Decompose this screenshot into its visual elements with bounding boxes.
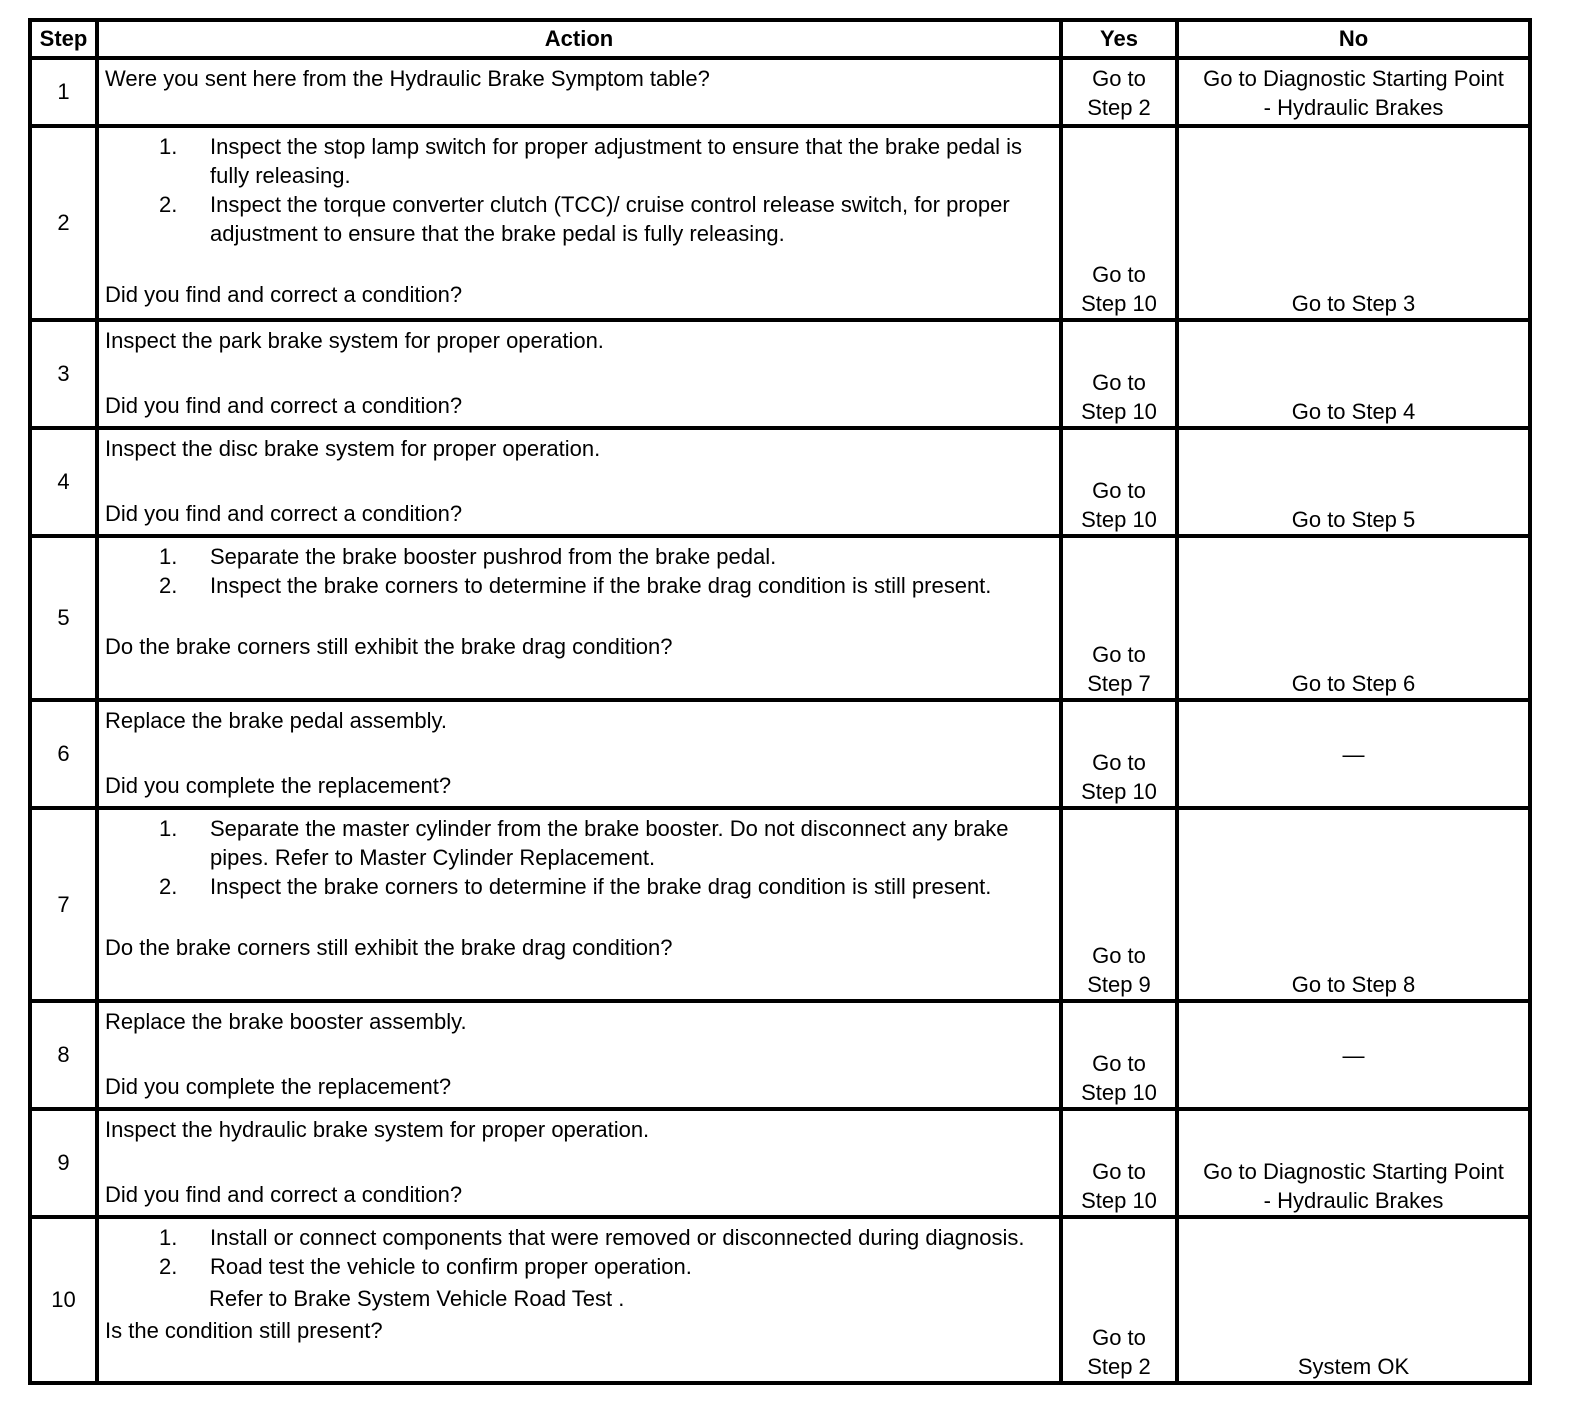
no-cell: [1177, 320, 1530, 428]
action-steps: [99, 538, 1059, 603]
yes-cell: [1061, 126, 1177, 320]
action-step-list: [105, 132, 1053, 248]
item-text: Inspect the stop lamp switch for proper adjustment to ensure that the brake pedal is fully releasing.: [210, 134, 1023, 188]
table-row: [30, 808, 1530, 1001]
step-number: 1: [30, 58, 97, 126]
step-number: 6: [30, 700, 97, 808]
yes-line: Go to: [1092, 1159, 1146, 1184]
item-number: 2.: [159, 1254, 178, 1279]
action-text: Replace the brake booster assembly.: [105, 1009, 467, 1034]
yes-line: Step 10: [1081, 399, 1157, 424]
yes-line: Step 10: [1081, 1080, 1157, 1105]
no-line: Go to Step 8: [1291, 972, 1416, 997]
action-step-item: [105, 542, 1053, 571]
yes-cell: [1061, 1217, 1177, 1383]
table-row: [30, 1217, 1530, 1383]
action-step-item: [105, 571, 1053, 600]
item-text: Inspect the brake corners to determine if the brake drag condition is still present.: [210, 573, 992, 598]
action-text: Inspect the hydraulic brake system for proper operation.: [105, 1117, 650, 1142]
action-question: Is the condition still present?: [105, 1318, 383, 1343]
action-cell: [97, 700, 1061, 808]
action-step-item: [105, 190, 1053, 248]
action-question: Did you find and correct a condition?: [105, 393, 463, 418]
yes-line: Go to: [1092, 943, 1146, 968]
action-cell: [97, 58, 1061, 126]
action-cell: [97, 1001, 1061, 1109]
action-question: Did you find and correct a condition?: [105, 1182, 463, 1207]
yes-cell: [1061, 58, 1177, 126]
action-steps: [99, 810, 1059, 904]
action-text: Replace the brake pedal assembly.: [105, 708, 448, 733]
no-dash: —: [1342, 1042, 1365, 1068]
action-text: Were you sent here from the Hydraulic Brake Symptom table?: [105, 66, 710, 91]
no-line: Go to Step 3: [1291, 291, 1416, 316]
yes-line: Step 10: [1081, 779, 1157, 804]
header-yes: Yes: [1061, 20, 1177, 58]
action-question: Did you find and correct a condition?: [105, 282, 463, 307]
action-step-item: [105, 814, 1053, 872]
yes-line: Go to: [1092, 642, 1146, 667]
step-number: 2: [30, 126, 97, 320]
no-line: - Hydraulic Brakes: [1263, 1188, 1444, 1213]
reference-note: Refer to Brake System Vehicle Road Test .: [209, 1286, 625, 1311]
yes-line: Step 9: [1087, 972, 1151, 997]
item-number: 1.: [159, 816, 178, 841]
diagnostic-table: [28, 18, 1532, 1385]
step-number: 8: [30, 1001, 97, 1109]
action-steps: [99, 128, 1059, 251]
yes-line: Step 2: [1087, 1354, 1151, 1379]
no-line: - Hydraulic Brakes: [1263, 95, 1444, 120]
step-number: 10: [30, 1217, 97, 1383]
yes-line: Go to: [1092, 1051, 1146, 1076]
yes-line: Go to: [1092, 750, 1146, 775]
item-number: 2.: [159, 192, 178, 217]
step-number: 3: [30, 320, 97, 428]
no-line: Go to Diagnostic Starting Point: [1203, 1159, 1504, 1184]
no-line: System OK: [1297, 1354, 1410, 1379]
table-row: [30, 700, 1530, 808]
step-number: 7: [30, 808, 97, 1001]
step-number: 5: [30, 536, 97, 700]
step-number: 9: [30, 1109, 97, 1217]
action-step-list: [105, 1223, 1053, 1281]
action-step-item: [105, 132, 1053, 190]
action-question: Did you complete the replacement?: [105, 1074, 452, 1099]
yes-line: Step 10: [1081, 291, 1157, 316]
no-cell: [1177, 1217, 1530, 1383]
item-text: Install or connect components that were removed or disconnected during diagnosis.: [210, 1225, 1025, 1250]
item-text: Inspect the torque converter clutch (TCC)/ cruise control release switch, for proper adjustment to ensure that the brake pedal is fully releasing.: [210, 192, 1010, 246]
action-step-item: [105, 1252, 1053, 1281]
yes-line: Go to: [1092, 262, 1146, 287]
action-step-list: [105, 542, 1053, 600]
action-question: Did you find and correct a condition?: [105, 501, 463, 526]
yes-cell: [1061, 1109, 1177, 1217]
no-cell: [1177, 536, 1530, 700]
no-line: Go to Step 5: [1291, 507, 1416, 532]
item-number: 2.: [159, 874, 178, 899]
yes-line: Step 7: [1087, 671, 1151, 696]
yes-cell: [1061, 700, 1177, 808]
header-no: No: [1177, 20, 1530, 58]
table-row: [30, 320, 1530, 428]
action-step-item: [105, 1223, 1053, 1252]
no-dash: —: [1342, 741, 1365, 767]
header-action: Action: [97, 20, 1061, 58]
yes-line: Step 10: [1081, 1188, 1157, 1213]
item-text: Inspect the brake corners to determine if the brake drag condition is still present.: [210, 874, 992, 899]
action-text: Inspect the disc brake system for proper operation.: [105, 436, 601, 461]
yes-cell: [1061, 536, 1177, 700]
item-number: 2.: [159, 573, 178, 598]
action-cell: [97, 428, 1061, 536]
no-line: Go to Diagnostic Starting Point: [1203, 66, 1504, 91]
yes-line: Go to: [1092, 1325, 1146, 1350]
yes-cell: [1061, 808, 1177, 1001]
action-cell: [97, 808, 1061, 1001]
yes-line: Step 2: [1087, 95, 1151, 120]
action-cell: [97, 320, 1061, 428]
table-row: [30, 126, 1530, 320]
action-question: Do the brake corners still exhibit the brake drag condition?: [105, 935, 673, 960]
item-text: Road test the vehicle to confirm proper operation.: [210, 1254, 692, 1279]
action-question: Do the brake corners still exhibit the brake drag condition?: [105, 634, 673, 659]
item-number: 1.: [159, 134, 178, 159]
yes-line: Go to: [1092, 478, 1146, 503]
table-row: [30, 1109, 1530, 1217]
item-text: Separate the brake booster pushrod from the brake pedal.: [210, 544, 777, 569]
action-question: Did you complete the replacement?: [105, 773, 452, 798]
no-cell: [1177, 428, 1530, 536]
table-row: [30, 536, 1530, 700]
yes-cell: [1061, 428, 1177, 536]
yes-cell: [1061, 1001, 1177, 1109]
action-steps: [99, 1219, 1059, 1316]
table-row: [30, 428, 1530, 536]
action-cell: [97, 1109, 1061, 1217]
table-row: [30, 1001, 1530, 1109]
item-number: 1.: [159, 1225, 178, 1250]
no-cell: [1177, 1109, 1530, 1217]
action-cell: [97, 126, 1061, 320]
action-text: Inspect the park brake system for proper operation.: [105, 328, 604, 353]
header-row: [30, 20, 1530, 58]
no-line: Go to Step 4: [1291, 399, 1416, 424]
no-line: Go to Step 6: [1291, 671, 1416, 696]
yes-line: Step 10: [1081, 507, 1157, 532]
yes-line: Go to: [1092, 66, 1146, 91]
no-cell: [1177, 808, 1530, 1001]
action-step-item: [105, 872, 1053, 901]
no-cell: [1177, 58, 1530, 126]
action-step-list: [105, 814, 1053, 901]
action-cell: [97, 1217, 1061, 1383]
item-number: 1.: [159, 544, 178, 569]
yes-line: Go to: [1092, 370, 1146, 395]
no-cell: [1177, 126, 1530, 320]
item-text: Separate the master cylinder from the brake booster. Do not disconnect any brake pipes. Refer to Master Cylinder Replacement.: [210, 816, 1009, 870]
no-cell: [1177, 700, 1530, 808]
action-cell: [97, 536, 1061, 700]
no-cell: [1177, 1001, 1530, 1109]
header-step: Step: [30, 20, 97, 58]
table-row: [30, 58, 1530, 126]
yes-cell: [1061, 320, 1177, 428]
step-number: 4: [30, 428, 97, 536]
